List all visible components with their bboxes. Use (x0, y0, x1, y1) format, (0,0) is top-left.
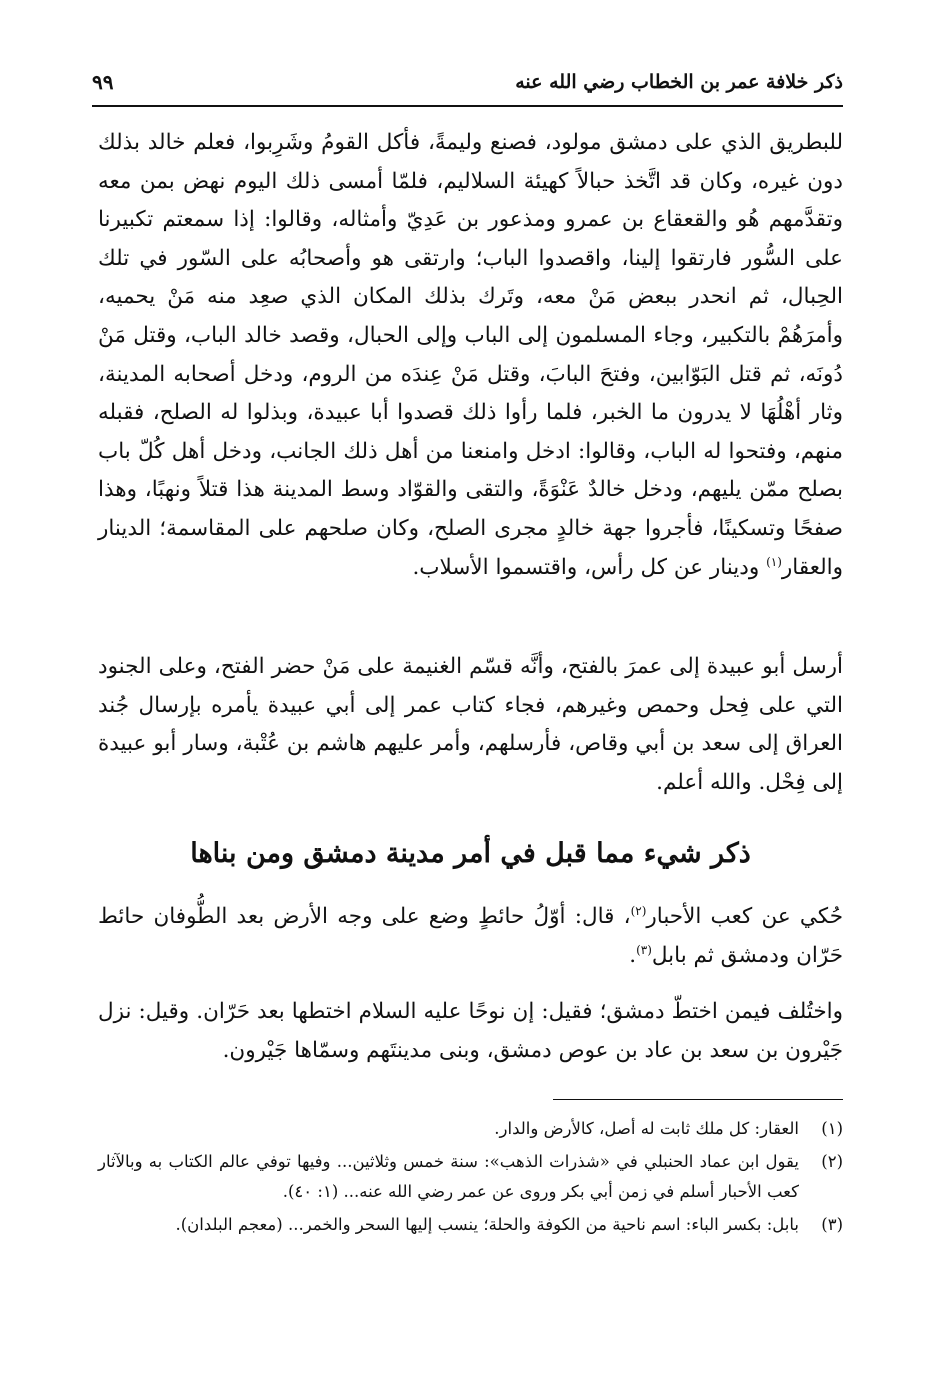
paragraph-text: حُكي عن كعب الأحبار (646, 904, 843, 929)
footnote-number: (٢) (821, 1151, 843, 1171)
paragraph-text: ودينار عن كل رأس، واقتسموا الأسلاب. (412, 554, 760, 580)
body-paragraph: واختُلف فيمن اختطّ دمشق؛ فقيل: إن نوحًا عليه السلام اختطها بعد حَرّان. وقيل: نزل جَيْرون بن سعد بن عاد بن عوص دمشق، وبنى مدينتَهم وسمّاها جَيْرون. (98, 999, 843, 1063)
paragraph-text: للبطريق الذي على دمشق مولود، فصنع وليمةً، فأكل القومُ وشَرِبوا، فعلم خالد بذلك دون غيره، وكان قد اتَّخذ حبالاً كهيئة السلاليم، فلمّا أمسى ذلك اليوم نهض بمن معه وتقدَّمهم هُو والقعقاع بن عمرو ومذعور بن عَدِيّ وأمثاله، وقالوا: إذا سمعتم تكبيرنا على السُّور فارتقوا إلينا، واقصدوا الباب؛ وارتقى هو وأصحابُه على السّور في تلك الحِبال، ثم انحدر ببعض مَنْ معه، وتَرك بذلك المكان الذي صعِد منه مَنْ يحميه، وأمرَهُمْ بالتكبير، وجاء المسلمون إلى الباب وإلى الحبال، وقصد خالد الباب، وقتل مَنْ دُونَه، ثم قتل البَوّابين، وفتحَ البابَ، وقتل مَنْ عِندَه من الروم، ودخل أصحابه المدينة، وثار أهْلُهَا لا يدرون ما الخبر، فلما رأوا ذلك قصدوا أبا عبيدة، وبذلوا له الصلح، فقبله منهم، وفتحوا له الباب، وقالوا: ادخل وامنعنا من أهل ذلك الجانب، ودخل أهل كُلّ باب بصلح ممّن يليهم، ودخل خالدٌ عَنْوَةً، والتقى والقوّاد وسط المدينة هذا قتلاً ونهبًا، وهذا صفحًا وتسكينًا، فأجروا جهة خالدٍ مجرى الصلح، وكان صلحهم على المقاسمة؛ الدينار والعقار (98, 130, 843, 580)
footnote-marker: (٢) (630, 903, 647, 918)
footnotes-list (98, 1114, 843, 1242)
footnote-number: (٣) (821, 1214, 843, 1234)
footnote (98, 1147, 843, 1208)
footnote-marker: (١) (766, 554, 782, 569)
footnote (98, 1114, 843, 1145)
running-title: ذكر خلافة عمر بن الخطاب رضي الله عنه (515, 71, 843, 93)
paragraph-text: . (629, 942, 637, 968)
section-heading: ذكر شيء مما قبل في أمر مدينة دمشق ومن بناها (190, 838, 751, 869)
footnote-text: يقول ابن عماد الحنبلي في «شذرات الذهب»: سنة خمس وثلاثين... وفيها توفي عالم الكتاب به وبالآثار كعب الأحبار أسلم في زمن أبي بكر وروى عن عمر رضي الله عنه... (١: ٤٠). (98, 1151, 799, 1201)
body-paragraph (98, 898, 843, 975)
body-paragraph (98, 124, 843, 587)
page-header (92, 62, 843, 102)
footnote-rule (553, 1099, 843, 1100)
body-paragraph: أرسل أبو عبيدة إلى عمرَ بالفتح، وأنَّه قسّم الغنيمة على مَنْ حضر الفتح، وعلى الجنود التي على فِحل وحمص وغيرهم، فجاء كتاب عمر إلى أبي عبيدة يأمره بإرسال جُند العراق إلى سعد بن أبي وقاص، فأرسلهم، وأمر عليهم هاشم بن عُتْبة، وسار أبو عبيدة إلى فِحْل. والله أعلم. (98, 654, 843, 795)
footnote-number: (١) (821, 1119, 843, 1138)
footnote-marker: (٣) (636, 942, 652, 957)
footnote-text: العقار: كل ملك ثابت له أصل، كالأرض والدار. (494, 1119, 799, 1138)
footnote (98, 1210, 843, 1241)
footnote-text: بابل: بكسر الباء: اسم ناحية من الكوفة والحلة؛ ينسب إليها السحر والخمر... (معجم البلدان). (175, 1214, 799, 1234)
page-number: ٩٩ (92, 70, 114, 94)
paragraph-text: ، قال: أوّلُ حائطٍ وضع على وجه الأرض بعد الطُّوفان حائط حَرّان ودمشق ثم بابل (98, 904, 843, 968)
header-rule (92, 105, 843, 107)
